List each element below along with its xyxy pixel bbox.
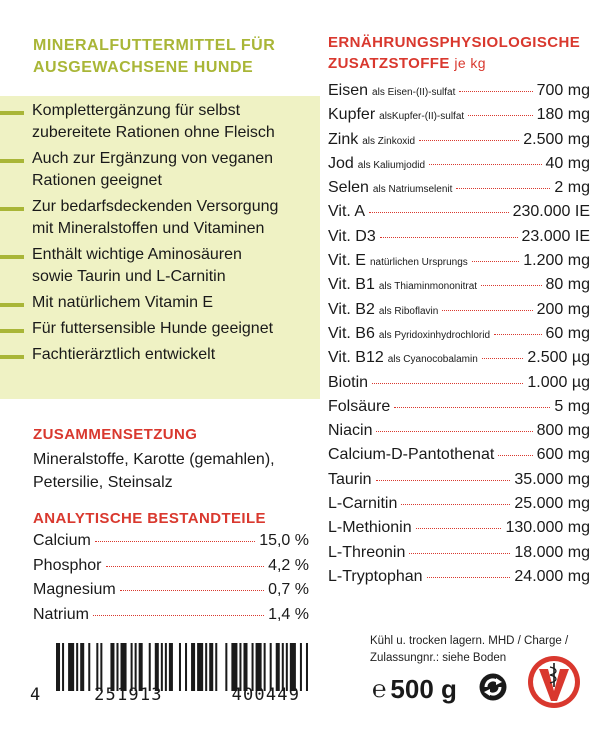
nutrient-row (328, 495, 590, 519)
nutrient-row (328, 422, 590, 446)
barcode-bar (139, 643, 143, 691)
dotted-leader (429, 164, 541, 165)
dotted-leader (419, 140, 519, 141)
dotted-leader (369, 212, 509, 213)
row-value: 130.000 mg (505, 519, 590, 537)
barcode-bar (179, 643, 181, 691)
feature-item (0, 292, 320, 314)
barcode-bar (252, 643, 254, 691)
dotted-leader (416, 528, 502, 529)
nutrient-row (328, 155, 590, 179)
dotted-leader (468, 115, 532, 116)
barcode-bar (161, 643, 163, 691)
feature-text (32, 292, 213, 314)
barcode-bar (88, 643, 90, 691)
dotted-leader (394, 407, 550, 408)
row-name: Folsäure (328, 397, 391, 415)
analytic-list (33, 532, 309, 630)
row-name: L-Carnitin (328, 495, 398, 513)
feature-line: Rationen geeignet (32, 172, 162, 189)
recycle-icon (478, 672, 508, 702)
row-note: als Kaliumjodid (357, 159, 426, 171)
barcode-bar (110, 643, 114, 691)
row-value: 80 mg (545, 276, 590, 294)
row-name: L-Threonin (328, 543, 406, 561)
nutrient-row (328, 446, 590, 470)
barcode-bar (155, 643, 159, 691)
feature-line: mit Mineralstoffen und Vitaminen (32, 220, 265, 237)
feature-text (32, 244, 242, 288)
row-note: als Riboflavin (378, 305, 439, 317)
row-value: 40 mg (545, 154, 590, 172)
barcode-bar (185, 643, 187, 691)
nutrient-row (328, 325, 590, 349)
barcode-bar (282, 643, 284, 691)
nutrient-row (328, 131, 590, 155)
nutrient-row (328, 301, 590, 325)
row-note: als Natriumselenit (372, 184, 453, 196)
net-weight-value: 500 g (390, 674, 457, 704)
additives-title-line1: ERNÄHRUNGSPHYSIOLOGISCHE (328, 34, 581, 51)
row-value: 2 mg (554, 179, 590, 197)
product-type-title-line1: MINERALFUTTERMITTEL FÜR (33, 37, 276, 54)
row-name: Vit. A (328, 203, 366, 221)
product-type-title (33, 35, 313, 79)
row-name: Kupfer (328, 106, 376, 124)
feature-text (32, 100, 275, 144)
barcode-bar (165, 643, 167, 691)
row-note: alsKupfer-(II)-sulfat (379, 111, 465, 123)
feature-list (0, 100, 320, 370)
row-note: als Cyanocobalamin (387, 354, 478, 366)
row-note: als Zinkoxid (362, 135, 416, 147)
feature-line: Komplettergänzung für selbst (32, 102, 241, 119)
dotted-leader (120, 590, 264, 591)
dotted-leader (409, 553, 510, 554)
feature-line: Für futtersensible Hunde geeignet (32, 320, 274, 337)
barcode-bar (96, 643, 98, 691)
bullet-bar-icon (0, 255, 24, 259)
row-value: 0,7 % (268, 581, 309, 598)
nutrient-row (328, 252, 590, 276)
row-name: Selen (328, 179, 369, 197)
barcode-bar (135, 643, 137, 691)
row-value: 1.200 mg (523, 252, 590, 270)
estimated-sign: ℮ (372, 675, 387, 703)
feature-text (32, 196, 278, 240)
row-value: 24.000 mg (514, 567, 590, 585)
nutrient-list (328, 82, 590, 592)
dotted-leader (459, 91, 532, 92)
nutrient-row (328, 179, 590, 203)
row-value: 700 mg (536, 82, 590, 99)
barcode-bar (243, 643, 247, 691)
barcode-digits-right: 400449 (231, 685, 301, 705)
analytic-row (33, 532, 309, 557)
product-type-title-line2: AUSGEWACHSENE HUNDE (33, 59, 254, 76)
barcode-bar (169, 643, 173, 691)
row-name: Vit. E (328, 252, 366, 270)
barcode-bar (205, 643, 207, 691)
row-value: 1,4 % (268, 605, 309, 623)
barcode-bar (68, 643, 74, 691)
row-note: als Thiaminmononitrat (378, 281, 478, 293)
net-weight (372, 674, 457, 705)
feature-item (0, 344, 320, 366)
row-value: 15,0 % (259, 532, 309, 549)
barcode-bar (131, 643, 133, 691)
dotted-leader (401, 504, 510, 505)
barcode-bar (290, 643, 296, 691)
row-value: 200 mg (536, 300, 590, 318)
row-value: 60 mg (545, 324, 590, 342)
row-value: 25.000 mg (514, 495, 590, 513)
storage-line: Kühl u. trocken lagern. MHD / Charge / (370, 635, 569, 647)
feature-item (0, 100, 320, 144)
barcode-bar (62, 643, 64, 691)
dotted-leader (376, 431, 532, 432)
row-name: Natrium (33, 605, 90, 623)
barcode-bar (276, 643, 280, 691)
row-value: 23.000 IE (521, 227, 590, 245)
barcode-bar (100, 643, 102, 691)
analytic-title: ANALYTISCHE BESTANDTEILE (33, 510, 266, 527)
feature-line: zubereitete Rationen ohne Fleisch (32, 124, 275, 141)
row-name: Vit. B6 (328, 324, 375, 342)
barcode-bar (264, 643, 266, 691)
row-value: 35.000 mg (514, 470, 590, 488)
dotted-leader (95, 541, 255, 542)
additives-column (328, 32, 590, 592)
dotted-leader (442, 310, 532, 311)
nutrient-row (328, 544, 590, 568)
row-name: Taurin (328, 470, 372, 488)
feature-item (0, 318, 320, 340)
dotted-leader (93, 615, 264, 616)
feature-line: Zur bedarfsdeckenden Versorgung (32, 198, 279, 215)
nutrient-row (328, 82, 590, 106)
barcode-bar (191, 643, 195, 691)
barcode-bar (209, 643, 213, 691)
barcode-bar (197, 643, 203, 691)
dotted-leader (481, 285, 541, 286)
composition-line: Mineralstoffe, Karotte (gemahlen), (33, 451, 275, 468)
composition-text (33, 448, 313, 494)
barcode-digit-prefix: 4 (30, 685, 42, 705)
nutrient-row (328, 276, 590, 300)
feature-line: Fachtierärztlich entwickelt (32, 346, 216, 363)
storage-line: Zulassungnr.: siehe Boden (370, 652, 507, 664)
row-name: Vit. B2 (328, 300, 375, 318)
barcode-bar (239, 643, 241, 691)
dotted-leader (498, 455, 532, 456)
barcode-bar (270, 643, 272, 691)
composition-title: ZUSAMMENSETZUNG (33, 426, 198, 443)
row-name: Calcium-D-Pantothenat (328, 446, 495, 464)
barcode-bar (80, 643, 84, 691)
barcode-bar (300, 643, 302, 691)
bullet-bar-icon (0, 303, 24, 307)
row-name: Vit. B12 (328, 349, 384, 367)
barcode-bar (256, 643, 262, 691)
row-value: 2.500 µg (527, 349, 590, 367)
additives-title-line2 (328, 53, 590, 74)
analytic-row (33, 606, 309, 631)
row-value: 2.500 mg (523, 130, 590, 148)
composition-line: Petersilie, Steinsalz (33, 474, 173, 491)
row-name: Niacin (328, 422, 373, 440)
dotted-leader (494, 334, 542, 335)
bullet-bar-icon (0, 159, 24, 163)
row-note: natürlichen Ursprungs (369, 257, 468, 269)
row-value: 600 mg (536, 446, 590, 464)
dotted-leader (376, 480, 511, 481)
analytic-row (33, 581, 309, 606)
row-name: Eisen (328, 82, 369, 99)
row-value: 800 mg (536, 422, 590, 440)
row-name: Zink (328, 130, 359, 148)
dotted-leader (472, 261, 520, 262)
row-value: 230.000 IE (512, 203, 590, 221)
dotted-leader (106, 566, 265, 567)
bullet-bar-icon (0, 355, 24, 359)
row-value: 18.000 mg (514, 543, 590, 561)
barcode-bar (121, 643, 127, 691)
nutrient-row (328, 519, 590, 543)
dotted-leader (380, 237, 518, 238)
dotted-leader (372, 383, 523, 384)
feature-line: Enthält wichtige Aminosäuren (32, 246, 242, 263)
barcode-bar (286, 643, 288, 691)
feature-line: Mit natürlichem Vitamin E (32, 294, 214, 311)
dotted-leader (482, 358, 524, 359)
nutrient-row (328, 228, 590, 252)
nutrient-row (328, 203, 590, 227)
row-name: L-Methionin (328, 519, 412, 537)
barcode-bar (76, 643, 78, 691)
nutrient-row (328, 106, 590, 130)
barcode-bar (56, 643, 60, 691)
barcode-digits (30, 685, 330, 705)
dotted-leader (427, 577, 511, 578)
row-name: Phosphor (33, 556, 102, 574)
row-value: 180 mg (536, 106, 590, 124)
row-name: Calcium (33, 532, 91, 549)
barcode-bar (215, 643, 217, 691)
bullet-bar-icon (0, 111, 24, 115)
row-value: 1.000 µg (527, 373, 590, 391)
row-name: L-Tryptophan (328, 567, 423, 585)
barcode-digits-left: 251913 (94, 685, 163, 705)
additives-title-main: ZUSATZSTOFFE (328, 55, 450, 72)
row-value: 5 mg (554, 397, 590, 415)
row-note: als Eisen-(II)-sulfat (372, 87, 456, 98)
row-value: 4,2 % (268, 556, 309, 574)
feature-line: sowie Taurin und L-Carnitin (32, 268, 226, 285)
feature-item (0, 244, 320, 288)
bullet-bar-icon (0, 329, 24, 333)
barcode-bar (149, 643, 151, 691)
barcode-bar (225, 643, 227, 691)
additives-title (328, 32, 590, 74)
nutrient-row (328, 568, 590, 592)
feature-text (32, 318, 273, 340)
barcode-bar (306, 643, 308, 691)
row-name: Jod (328, 154, 354, 172)
nutrient-row (328, 471, 590, 495)
barcode-bar (116, 643, 118, 691)
barcode-bar (231, 643, 237, 691)
row-name: Biotin (328, 373, 369, 391)
feature-text (32, 148, 273, 192)
nutrient-row (328, 374, 590, 398)
dotted-leader (456, 188, 550, 189)
analytic-row (33, 557, 309, 582)
feature-item (0, 148, 320, 192)
bullet-bar-icon (0, 207, 24, 211)
nutrient-row (328, 398, 590, 422)
feature-line: Auch zur Ergänzung von veganen (32, 150, 274, 167)
feature-item (0, 196, 320, 240)
feature-text (32, 344, 215, 366)
row-name: Vit. B1 (328, 276, 375, 294)
additives-title-suffix: je kg (454, 55, 486, 71)
row-name: Vit. D3 (328, 227, 376, 245)
row-note: als Pyridoxinhydrochlorid (378, 329, 491, 341)
barcode (56, 643, 310, 691)
vet-logo-icon (526, 654, 582, 710)
row-name: Magnesium (33, 581, 116, 598)
nutrient-row (328, 349, 590, 373)
